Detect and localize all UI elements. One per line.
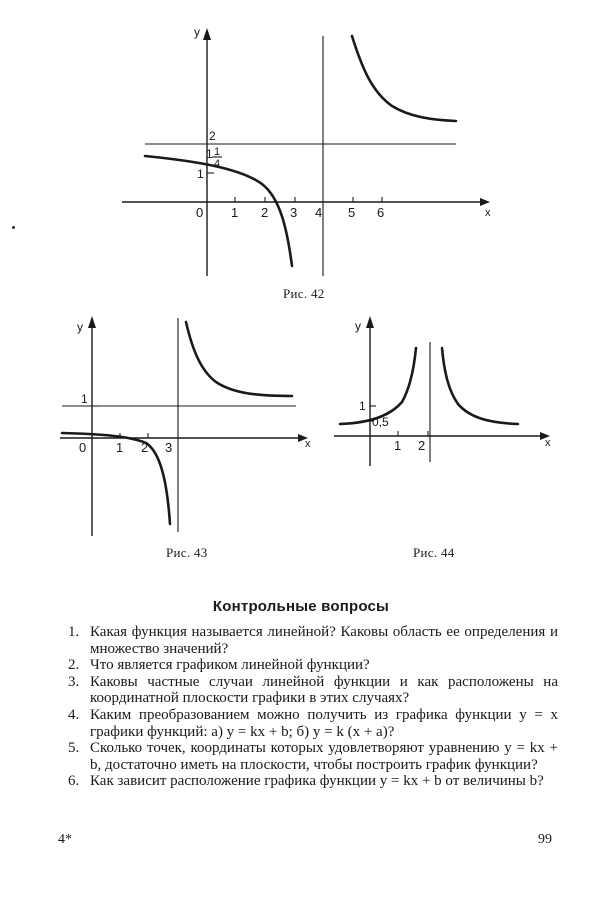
figure-44-caption: Рис. 44 <box>413 545 455 560</box>
question-number: 3. <box>68 673 80 690</box>
list-item <box>68 657 558 674</box>
fig43-x-tick-2: 2 <box>141 440 149 455</box>
fig42-x-tick-4: 4 <box>315 205 323 220</box>
fig42-x-arrow-icon <box>480 198 490 206</box>
question-text: Что является графиком линейной функции? <box>90 657 370 674</box>
fig42-x-tick-5: 5 <box>348 205 356 220</box>
list-item <box>68 707 558 740</box>
question-text: Какая функция называется линейной? Каковы область ее определения и множество значений? <box>90 624 558 657</box>
fig43-x-tick-3: 3 <box>165 440 173 455</box>
question-number: 1. <box>68 624 80 640</box>
question-text: Как зависит расположение графика функции y = kx + b от величины b? <box>90 773 544 790</box>
fig42-fraction-whole: 1 <box>206 147 213 161</box>
fig43-y-arrow-icon <box>88 316 96 328</box>
list-item <box>68 740 558 773</box>
question-number: 4. <box>68 706 80 723</box>
fig42-x-tick-6: 6 <box>377 205 385 220</box>
fig43-curve-right-branch <box>186 322 292 396</box>
signature-mark: 4* <box>58 832 72 847</box>
fig44-y-label: y <box>355 319 361 333</box>
figure-42 <box>0 0 602 300</box>
fig44-x-tick-2: 2 <box>418 438 426 453</box>
question-text: Каковы частные случаи линейной функции и как расположены на координатной плоскости графики в этих случаях? <box>90 673 558 707</box>
fig43-x-tick-1: 1 <box>116 440 124 455</box>
fig42-y-arrow-icon <box>203 28 211 40</box>
question-text: Каким преобразованием можно получить из графика функции y = x графики функций: а) y = kx + b; б) y = k (x + a)? <box>90 706 558 740</box>
figure-44 <box>330 300 602 540</box>
section-title: Контрольные вопросы <box>212 598 390 615</box>
list-item <box>68 624 558 657</box>
figure-43-caption: Рис. 43 <box>166 545 208 560</box>
fig44-curve-right-branch <box>442 348 518 424</box>
questions-list <box>68 624 558 790</box>
fig42-curve-left-branch <box>145 156 292 266</box>
fig43-y-label: y <box>77 320 83 334</box>
fig42-fraction-denominator: 4 <box>214 158 221 170</box>
figure-43 <box>0 300 330 540</box>
fig42-x-label: x <box>485 207 491 219</box>
fig44-y-arrow-icon <box>366 316 374 328</box>
question-number: 5. <box>68 740 80 757</box>
fig44-point-label: 0,5 <box>372 415 389 429</box>
fig43-y-label-1: 1 <box>81 392 88 406</box>
fig42-x-tick-3: 3 <box>290 205 298 220</box>
fig42-y-label-2: 2 <box>209 129 216 143</box>
fig43-x-tick-0: 0 <box>79 440 87 455</box>
list-item <box>68 773 558 790</box>
figure-42-caption: Рис. 42 <box>283 286 325 301</box>
fig42-x-tick-0: 0 <box>196 205 204 220</box>
question-text: Сколько точек, координаты которых удовлетворяют уравнению y = kx + b, достаточно иметь на плоскости, чтобы построить график функции? <box>90 740 558 773</box>
question-number: 6. <box>68 773 80 790</box>
question-number: 2. <box>68 657 80 674</box>
fig44-x-label: x <box>545 437 551 449</box>
list-item <box>68 674 558 707</box>
fig44-x-tick-1: 1 <box>394 438 402 453</box>
page-number: 99 <box>538 832 552 847</box>
fig42-curve-right-branch <box>352 36 456 121</box>
fig42-y-label: y <box>194 25 200 39</box>
fig42-x-tick-1: 1 <box>231 205 239 220</box>
fig44-curve-left-branch <box>340 348 416 424</box>
fig44-y-label-1: 1 <box>359 399 366 413</box>
fig42-y-label-1: 1 <box>197 167 204 181</box>
fig42-x-tick-2: 2 <box>261 205 269 220</box>
fig43-x-label: x <box>305 438 311 450</box>
fig42-fraction-numerator: 1 <box>214 146 221 158</box>
